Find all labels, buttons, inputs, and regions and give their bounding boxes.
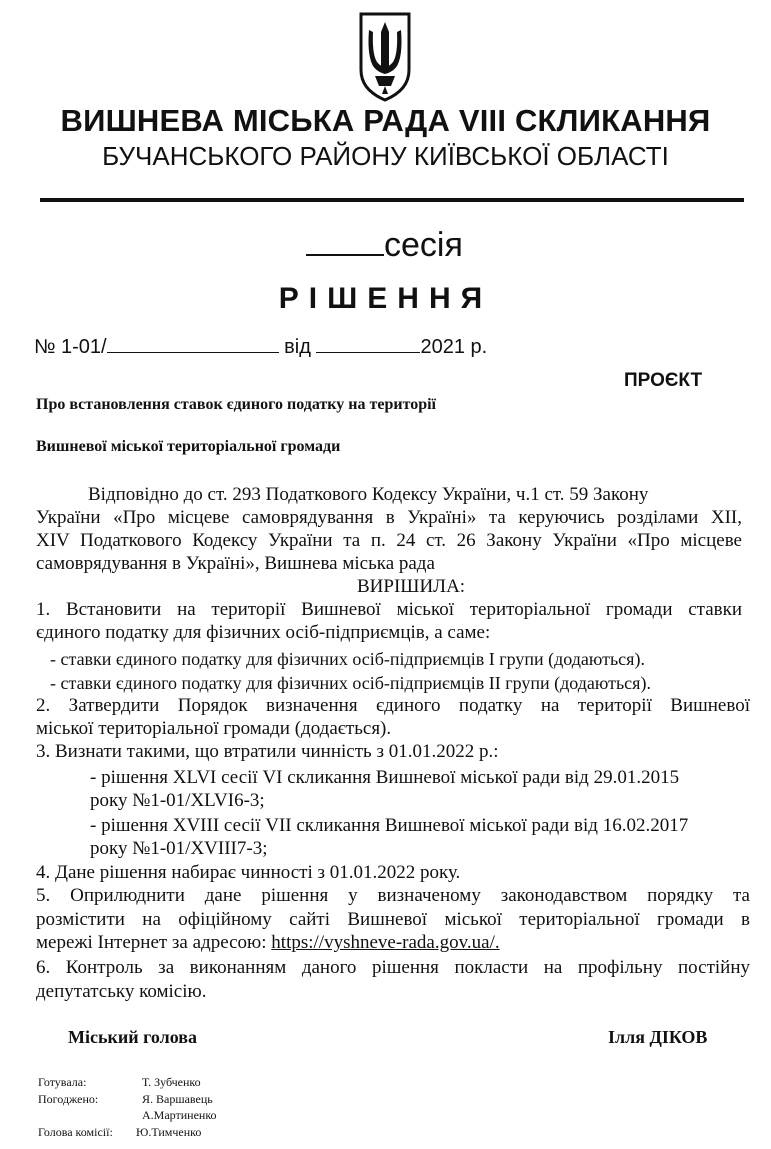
agreed-name: Я. Варшавець (142, 1092, 213, 1106)
council-title: ВИШНЕВА МІСЬКА РАДА VIII СКЛИКАННЯ (60, 103, 711, 138)
prepared-name: Т. Зубченко (142, 1075, 201, 1089)
item-2-line: 2. Затвердити Порядок визначення єдиного податку на території Вишневої (36, 695, 750, 716)
session-row (306, 226, 463, 265)
item-1-subitem: - ставки єдиного податку для фізичних осіб-підприємців ІІ групи (додаються). (50, 673, 651, 693)
item-3-subitem: - рішення XLVI сесії VI скликання Вишневої міської ради від 29.01.2015 (90, 767, 680, 788)
item-5-line (36, 932, 500, 954)
agreed-label: Погоджено: (38, 1092, 99, 1106)
prepared-label: Готувала: (38, 1075, 87, 1089)
preamble-line: Відповідно до ст. 293 Податкового Кодексу України, ч.1 ст. 59 Закону (88, 484, 649, 505)
item-5-line: розмістити на офіційному сайті Вишневої міської територіальної громади в (36, 909, 750, 930)
council-subtitle: БУЧАНСЬКОГО РАЙОНУ КИЇВСЬКОЇ ОБЛАСТІ (102, 141, 669, 171)
preamble-line: XIV Податкового Кодексу України та п. 24 ст. 26 Закону України «Про місцеве (36, 530, 742, 551)
decision-date-blank (316, 336, 420, 353)
mayor-name: Ілля ДІКОВ (608, 1027, 708, 1047)
committee-label: Голова комісії: (38, 1125, 113, 1139)
item-3-line: 3. Визнати такими, що втратили чинність з 01.01.2022 р.: (36, 741, 499, 762)
website-link[interactable]: https://vyshneve-rada.gov.ua/. (271, 932, 500, 953)
decision-date-label: від (284, 336, 311, 358)
subject-line-1: Про встановлення ставок єдиного податку на території (36, 396, 436, 413)
decision-number-blank (107, 336, 279, 353)
item-2-line: міської територіальної громади (додається). (36, 718, 392, 739)
item-4-line: 4. Дане рішення набирає чинності з 01.01.2022 року. (36, 862, 461, 883)
subject-line-2: Вишневої міської територіальної громади (36, 438, 341, 455)
agreed-name: А.Мартиненко (142, 1108, 217, 1122)
decision-number-row (34, 336, 487, 359)
header-divider (40, 198, 744, 202)
item-6-line: депутатську комісію. (36, 981, 207, 1002)
item-1-subitem: - ставки єдиного податку для фізичних осіб-підприємців І групи (додаються). (50, 649, 645, 669)
committee-name: Ю.Тимченко (136, 1125, 202, 1139)
decision-number-prefix: № 1-01/ (34, 336, 107, 358)
item-5-line: 5. Оприлюднити дане рішення у визначеному законодавством порядку та (36, 885, 750, 906)
preamble-line: самоврядування в Україні», Вишнева міська рада (36, 553, 435, 574)
item-6-line: 6. Контроль за виконанням даного рішення покласти на профільну постійну (36, 957, 750, 978)
mayor-label: Міський голова (68, 1027, 197, 1047)
preamble-line: України «Про місцеве самоврядування в Україні» та керуючись розділами XII, (36, 507, 742, 528)
item-5-prefix: мережі Інтернет за адресою: (36, 932, 272, 953)
decision-year: 2021 р. (420, 336, 488, 358)
draft-label: ПРОЄКТ (624, 370, 703, 391)
session-number-blank (306, 226, 384, 256)
session-label: сесія (384, 226, 463, 264)
item-3-subitem: року №1-01/XLVI6-3; (90, 790, 265, 811)
coat-of-arms-icon (355, 10, 415, 102)
decision-title: РІШЕННЯ (278, 282, 493, 315)
resolved-heading: ВИРІШИЛА: (357, 576, 466, 597)
item-3-subitem: - рішення XVIII сесії VII скликання Вишневої міської ради від 16.02.2017 (90, 815, 689, 836)
item-1-line: 1. Встановити на території Вишневої міської територіальної громади ставки (36, 599, 742, 620)
item-3-subitem: року №1-01/XVIII7-3; (90, 838, 268, 859)
item-1-line: єдиного податку для фізичних осіб-підприємців, а саме: (36, 622, 491, 643)
